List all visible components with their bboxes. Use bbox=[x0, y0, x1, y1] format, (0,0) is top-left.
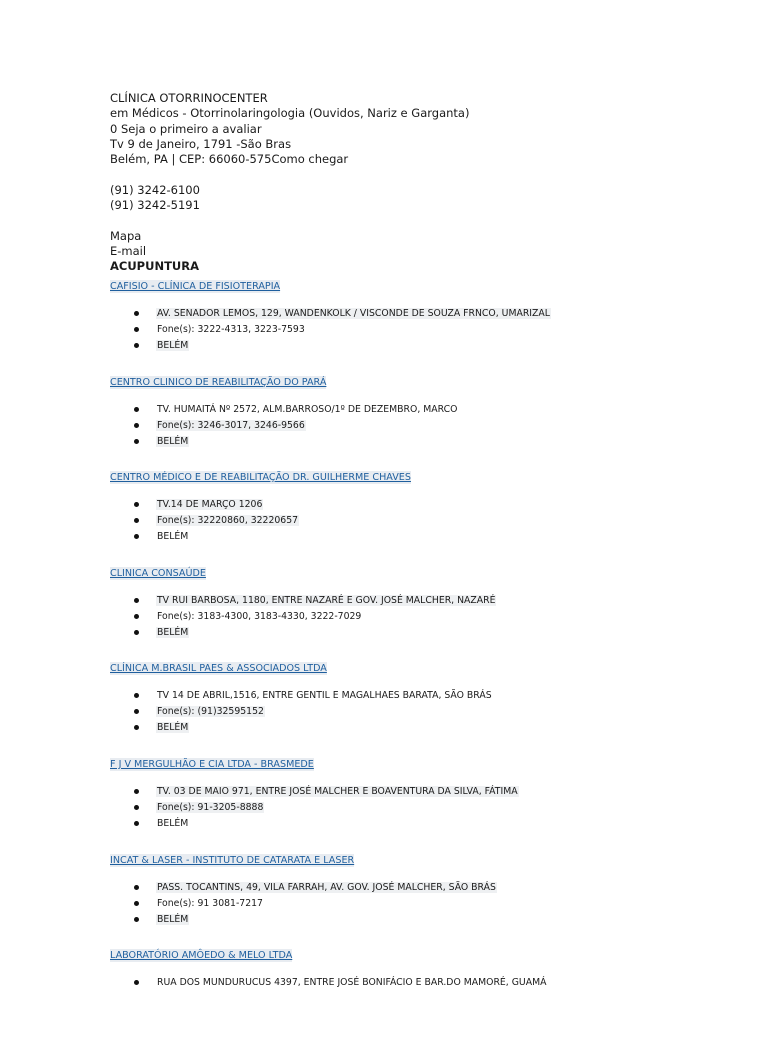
clinic-rating: 0 Seja o primeiro a avaliar bbox=[110, 121, 262, 136]
entry-title-link[interactable]: INCAT & LASER - INSTITUTO DE CATARATA E LASER bbox=[110, 854, 355, 866]
entry-title-link[interactable]: CENTRO CLINICO DE REABILITAÇÃO DO PARÁ bbox=[110, 376, 327, 388]
entry-address-text: TV 14 DE ABRIL,1516, ENTRE GENTIL E MAGALHAES BARATA, SÃO BRÁS bbox=[157, 690, 492, 702]
bullet-icon bbox=[134, 901, 139, 906]
entry-address-text: AV. SENADOR LEMOS, 129, WANDENKOLK / VISCONDE DE SOUZA FRNCO, UMARIZAL bbox=[157, 308, 550, 319]
entry-phones-text: Fone(s): 3222-4313, 3223-7593 bbox=[157, 324, 305, 335]
bullet-icon bbox=[134, 439, 139, 444]
entry-address bbox=[110, 975, 547, 991]
entry-details bbox=[110, 402, 458, 450]
entry-phones-text: Fone(s): 91-3205-8888 bbox=[157, 801, 264, 813]
entry-details bbox=[110, 593, 496, 641]
entry-details bbox=[110, 688, 493, 736]
entry-city-text: BELÉM bbox=[157, 340, 189, 351]
entry-address-text: TV RUI BARBOSA, 1180, ENTRE NAZARÉ E GOV. JOSÉ MALCHER, NAZARÉ bbox=[157, 594, 496, 606]
entry bbox=[110, 656, 730, 752]
clinic-category: em Médicos - Otorrinolaringologia (Ouvidos, Nariz e Garganta) bbox=[110, 106, 470, 121]
entry-city-text: BELÉM bbox=[157, 722, 189, 734]
email-link[interactable]: E-mail bbox=[110, 243, 147, 258]
clinic-listing bbox=[110, 91, 469, 275]
entry-title-link[interactable]: CENTRO MÉDICO E DE REABILITAÇÃO DR. GUILHERME CHAVES bbox=[110, 472, 411, 484]
clinic-name: CLÍNICA OTORRINOCENTER bbox=[110, 91, 268, 105]
entry-title-link[interactable]: F J V MERGULHÃO E CIA LTDA - BRASMEDE bbox=[110, 758, 314, 770]
clinic-phone-2: (91) 3242-5191 bbox=[110, 198, 200, 213]
entry-city-text: BELÉM bbox=[157, 435, 189, 447]
section-title: ACUPUNTURA bbox=[110, 259, 200, 274]
entry-phones bbox=[110, 704, 493, 720]
entry-phones bbox=[110, 896, 497, 912]
entry-phones bbox=[110, 418, 458, 434]
entry-phones bbox=[110, 800, 519, 816]
entry-address bbox=[110, 402, 458, 418]
entry-city bbox=[110, 434, 458, 450]
bullet-icon bbox=[134, 407, 139, 412]
bullet-icon bbox=[134, 630, 139, 635]
entry-address-text: PASS. TOCANTINS, 49, VILA FARRAH, AV. GOV. JOSÉ MALCHER, SÃO BRÁS bbox=[157, 881, 496, 893]
entry-address bbox=[110, 593, 496, 609]
bullet-icon bbox=[134, 518, 139, 523]
entry bbox=[110, 848, 730, 944]
bullet-icon bbox=[134, 423, 139, 428]
entry-address-text: TV. 03 DE MAIO 971, ENTRE JOSÉ MALCHER E BOAVENTURA DA SILVA, FÁTIMA bbox=[157, 785, 518, 797]
entry-address bbox=[110, 880, 497, 896]
entry-phones-text: Fone(s): 3183-4300, 3183-4330, 3222-7029 bbox=[157, 610, 362, 622]
bullet-icon bbox=[134, 502, 139, 507]
entry-details bbox=[110, 497, 299, 545]
entry-phones bbox=[110, 609, 496, 625]
bullet-icon bbox=[134, 311, 139, 316]
entry-city-text: BELÉM bbox=[157, 913, 189, 925]
entry-address bbox=[110, 306, 551, 322]
entry-title-link[interactable]: CLINICA CONSAÚDE bbox=[110, 567, 206, 579]
entry-title-link[interactable]: CLÍNICA M.BRASIL PAES & ASSOCIADOS LTDA bbox=[110, 663, 327, 675]
entry-phones-text: Fone(s): (91)32595152 bbox=[157, 706, 264, 718]
bullet-icon bbox=[134, 327, 139, 332]
entry-address-text: TV.14 DE MARÇO 1206 bbox=[157, 499, 263, 511]
entry-city bbox=[110, 816, 519, 832]
entry-city bbox=[110, 338, 551, 354]
bullet-icon bbox=[134, 725, 139, 730]
bullet-icon bbox=[134, 598, 139, 603]
entry-city bbox=[110, 625, 496, 641]
bullet-icon bbox=[134, 614, 139, 619]
bullet-icon bbox=[134, 789, 139, 794]
clinic-city-line: Belém, PA | CEP: 66060-575Como chegar bbox=[110, 152, 349, 167]
entry-title-link[interactable]: CAFISIO - CLÍNICA DE FISIOTERAPIA bbox=[110, 281, 281, 292]
bullet-icon bbox=[134, 343, 139, 348]
bullet-icon bbox=[134, 885, 139, 890]
clinic-phone-1: (91) 3242-6100 bbox=[110, 182, 200, 197]
entry-details bbox=[110, 975, 547, 991]
bullet-icon bbox=[134, 917, 139, 922]
entry-list bbox=[110, 274, 730, 1039]
entry-phones bbox=[110, 513, 299, 529]
entry bbox=[110, 274, 730, 370]
bullet-icon bbox=[134, 821, 139, 826]
map-link[interactable]: Mapa bbox=[110, 228, 142, 243]
bullet-icon bbox=[134, 693, 139, 698]
entry-details bbox=[110, 784, 519, 832]
bullet-icon bbox=[134, 534, 139, 539]
entry-phones bbox=[110, 322, 551, 338]
entry bbox=[110, 752, 730, 848]
entry-city-text: BELÉM bbox=[157, 817, 189, 829]
bullet-icon bbox=[134, 709, 139, 714]
entry bbox=[110, 561, 730, 657]
entry-address bbox=[110, 497, 299, 513]
entry-city bbox=[110, 912, 497, 928]
bullet-icon bbox=[134, 805, 139, 810]
bullet-icon bbox=[134, 980, 139, 985]
entry bbox=[110, 943, 730, 1039]
entry-city bbox=[110, 720, 493, 736]
entry-address-text: TV. HUMAITÁ Nº 2572, ALM.BARROSO/1º DE DEZEMBRO, MARCO bbox=[157, 403, 458, 415]
clinic-address: Tv 9 de Janeiro, 1791 -São Bras bbox=[110, 136, 292, 151]
entry-phones-text: Fone(s): 91 3081-7217 bbox=[157, 897, 263, 909]
entry-city-text: BELÉM bbox=[157, 626, 189, 638]
entry-phones-text: Fone(s): 3246-3017, 3246-9566 bbox=[157, 419, 305, 431]
entry-title-link[interactable]: LABORATÓRIO AMÔEDO & MELO LTDA bbox=[110, 950, 293, 962]
entry-city-text: BELÉM bbox=[157, 531, 189, 543]
entry-address-text: RUA DOS MUNDURUCUS 4397, ENTRE JOSÉ BONIFÁCIO E BAR.DO MAMORÉ, GUAMÁ bbox=[157, 977, 547, 989]
entry-address bbox=[110, 784, 519, 800]
entry bbox=[110, 465, 730, 561]
entry-address bbox=[110, 688, 493, 704]
entry bbox=[110, 370, 730, 466]
entry-phones-text: Fone(s): 32220860, 32220657 bbox=[157, 515, 299, 527]
entry-city bbox=[110, 529, 299, 545]
entry-details bbox=[110, 306, 551, 354]
entry-details bbox=[110, 880, 497, 928]
